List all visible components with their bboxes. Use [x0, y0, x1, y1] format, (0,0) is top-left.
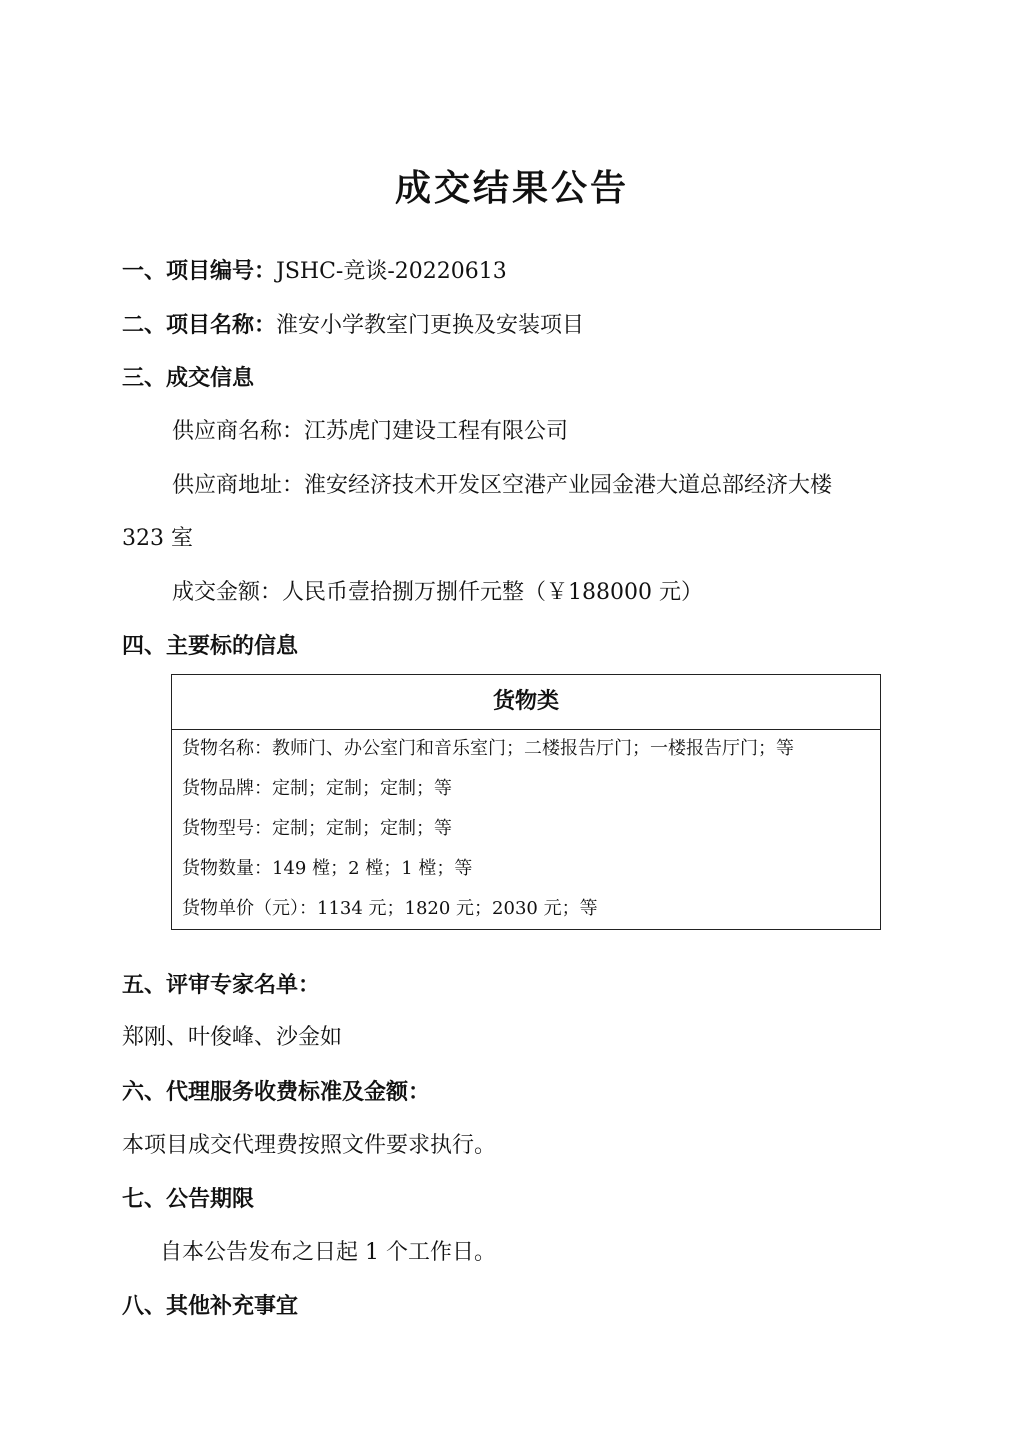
supplier-name: 供应商名称：江苏虎门建设工程有限公司: [172, 419, 569, 444]
notice-period-content: 自本公告发布之日起 1 个工作日。: [160, 1240, 496, 1265]
goods-row-unit-price: 货物单价（元）：1134 元；1820 元；2030 元；等: [182, 898, 598, 919]
other-matters-heading: 八、其他补充事宜: [122, 1294, 299, 1319]
project-number-line: [122, 257, 507, 287]
deal-info-heading: 三、成交信息: [122, 366, 255, 391]
experts-heading: 五、评审专家名单：: [122, 973, 321, 998]
goods-table-header: 货物类: [172, 675, 880, 730]
deal-amount: 成交金额：人民币壹拾捌万捌仟元整（￥188000 元）: [172, 580, 703, 605]
main-items-heading: 四、主要标的信息: [122, 634, 299, 659]
project-name-value: 淮安小学教室门更换及安装项目: [276, 313, 585, 338]
goods-row-quantity: 货物数量：149 樘；2 樘；1 樘；等: [182, 858, 473, 879]
page-title: 成交结果公告: [394, 168, 629, 209]
goods-row-model: 货物型号：定制；定制；定制；等: [182, 818, 452, 839]
project-number-label: 一、项目编号：: [122, 259, 277, 284]
agency-fee-heading: 六、代理服务收费标准及金额：: [122, 1080, 431, 1105]
experts-list: 郑刚、叶俊峰、沙金如: [122, 1025, 343, 1050]
supplier-address-line2: 323 室: [122, 526, 193, 551]
goods-row-name: 货物名称：教师门、办公室门和音乐室门；二楼报告厅门；一楼报告厅门；等: [182, 738, 794, 759]
project-name-label: 二、项目名称：: [122, 313, 277, 338]
goods-row-brand: 货物品牌：定制；定制；定制；等: [182, 778, 452, 799]
project-number-value: JSHC-竞谈-20220613: [276, 259, 507, 284]
notice-period-heading: 七、公告期限: [122, 1187, 255, 1212]
project-name-line: [122, 311, 584, 341]
goods-table: [171, 674, 881, 930]
agency-fee-content: 本项目成交代理费按照文件要求执行。: [122, 1133, 497, 1158]
supplier-address-line1: 供应商地址：淮安经济技术开发区空港产业园金港大道总部经济大楼: [172, 473, 833, 498]
